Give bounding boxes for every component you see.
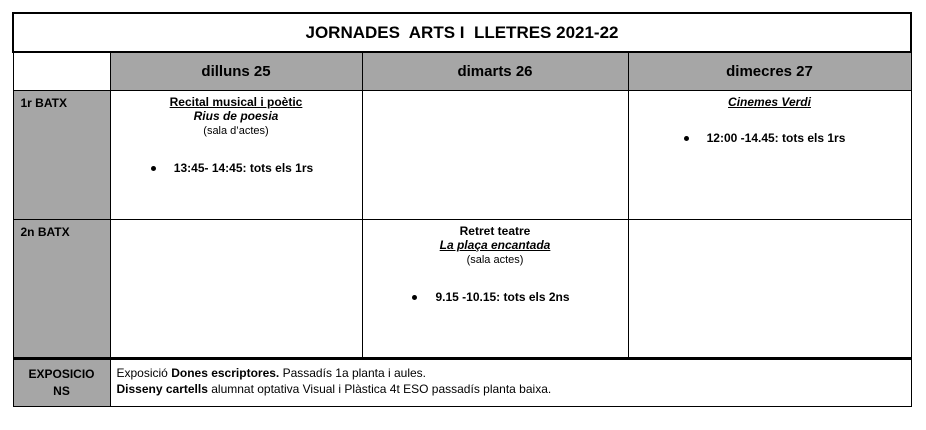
exhibition-prefix: Exposició xyxy=(116,366,172,380)
event-cell-wed-2n xyxy=(628,220,911,359)
event-place: (sala actes) xyxy=(466,254,524,266)
event-cell-mon-2n xyxy=(110,220,362,359)
exhibition-name: Disseny cartells xyxy=(116,382,208,396)
row-header-2n-batx: 2n BATX xyxy=(13,220,110,359)
exhibition-location: alumnat optativa Visual i Plàstica 4t ESO passadís planta baixa. xyxy=(207,382,552,396)
event-subtitle: La plaça encantada xyxy=(439,238,551,252)
day-header-wednesday: dimecres 27 xyxy=(628,52,911,91)
event-subtitle: Rius de poesia xyxy=(193,109,279,123)
event-time: 12:00 -14.45: tots els 1rs xyxy=(706,131,846,145)
event-cell-wed-1r xyxy=(628,91,911,220)
event-time-item xyxy=(151,161,313,175)
corner-cell xyxy=(13,52,110,91)
bullet-icon xyxy=(412,295,417,300)
schedule-table xyxy=(12,12,912,407)
event-title: Cinemes Verdi xyxy=(728,95,811,109)
bullet-icon xyxy=(151,166,156,171)
schedule-title-cell xyxy=(13,13,911,52)
event-time-item xyxy=(412,290,569,304)
row-header-line: EXPOSICIO xyxy=(28,367,95,381)
exhibition-location: Passadís 1a planta i aules. xyxy=(279,366,427,380)
event-place: (sala d’actes) xyxy=(203,125,269,137)
event-time: 9.15 -10.15: tots els 2ns xyxy=(435,290,570,304)
event-title: Recital musical i poètic xyxy=(169,95,303,109)
event-title: Retret teatre xyxy=(459,224,531,238)
day-header-monday: dilluns 25 xyxy=(110,52,362,91)
exhibition-name: Dones escriptores. xyxy=(171,366,280,380)
row-header-exposicions xyxy=(13,359,110,407)
row-header-line: NS xyxy=(53,384,70,398)
day-header-tuesday: dimarts 26 xyxy=(362,52,628,91)
exhibitions-cell xyxy=(110,359,911,407)
exhibition-line-2 xyxy=(117,381,911,397)
exhibition-line-1 xyxy=(117,365,911,381)
event-cell-tue-2n xyxy=(362,220,628,359)
event-time-item xyxy=(684,131,846,145)
event-time: 13:45- 14:45: tots els 1rs xyxy=(173,161,314,175)
event-cell-tue-1r xyxy=(362,91,628,220)
bullet-icon xyxy=(684,136,689,141)
schedule-title: JORNADES ARTS I LLETRES 2021-22 xyxy=(305,22,619,42)
row-header-1r-batx: 1r BATX xyxy=(13,91,110,220)
event-cell-mon-1r xyxy=(110,91,362,220)
